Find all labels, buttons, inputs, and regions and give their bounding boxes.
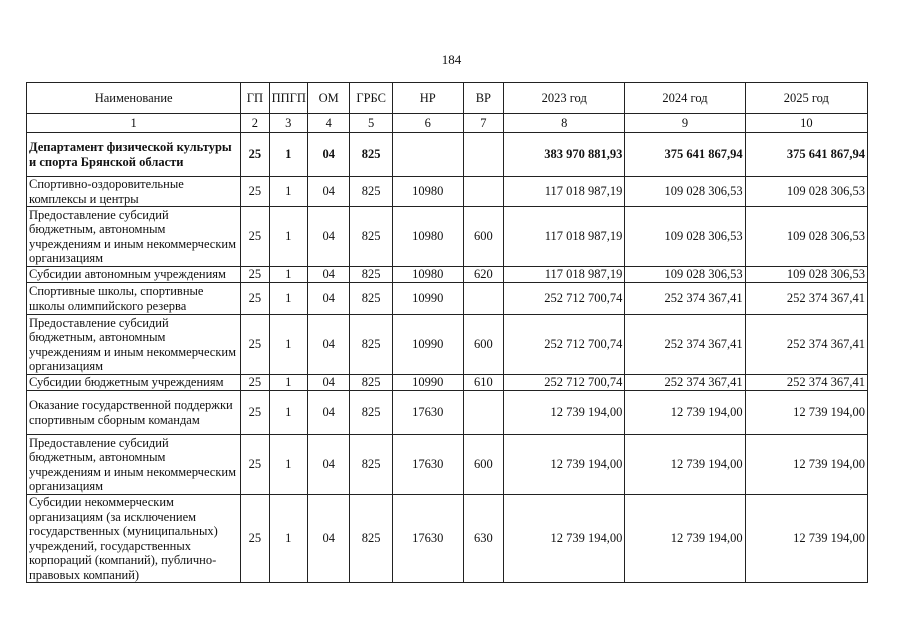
row-grbs: 825	[350, 133, 392, 177]
row-name: Субсидии бюджетным учреждениям	[27, 375, 241, 391]
row-amount-2025: 252 374 367,41	[745, 315, 867, 375]
column-number: 10	[745, 114, 867, 133]
row-grbs: 825	[350, 177, 392, 207]
table-row	[27, 207, 868, 267]
row-nr	[392, 133, 463, 177]
header-grbs: ГРБС	[350, 83, 392, 114]
column-number: 4	[307, 114, 349, 133]
column-number: 9	[625, 114, 745, 133]
row-gp: 25	[241, 391, 269, 435]
row-amount-2025: 109 028 306,53	[745, 207, 867, 267]
row-gp: 25	[241, 283, 269, 315]
table-row	[27, 375, 868, 391]
row-vr	[463, 391, 503, 435]
table-row	[27, 267, 868, 283]
row-gp: 25	[241, 375, 269, 391]
row-om: 04	[307, 133, 349, 177]
header-ppgp: ППГП	[269, 83, 307, 114]
row-amount-2023: 252 712 700,74	[504, 283, 625, 315]
column-number: 8	[504, 114, 625, 133]
header-row	[27, 83, 868, 114]
row-gp: 25	[241, 495, 269, 583]
header-2025: 2025 год	[745, 83, 867, 114]
row-amount-2025: 12 739 194,00	[745, 495, 867, 583]
row-nr: 10990	[392, 315, 463, 375]
row-amount-2025: 109 028 306,53	[745, 267, 867, 283]
row-grbs: 825	[350, 391, 392, 435]
row-vr: 630	[463, 495, 503, 583]
page-number: 184	[441, 52, 462, 67]
row-nr: 17630	[392, 391, 463, 435]
row-amount-2024: 109 028 306,53	[625, 177, 745, 207]
row-name: Спортивные школы, спортивные школы олимпийского резерва	[27, 283, 241, 315]
row-ppgp: 1	[269, 435, 307, 495]
row-nr: 10980	[392, 267, 463, 283]
row-name: Предоставление субсидий бюджетным, автономным учреждениям и иным некоммерческим организациям	[27, 315, 241, 375]
row-om: 04	[307, 435, 349, 495]
row-gp: 25	[241, 177, 269, 207]
row-name: Субсидии автономным учреждениям	[27, 267, 241, 283]
column-number: 5	[350, 114, 392, 133]
table-row	[27, 495, 868, 583]
column-number: 3	[269, 114, 307, 133]
table-row	[27, 315, 868, 375]
table-row	[27, 177, 868, 207]
row-amount-2024: 252 374 367,41	[625, 283, 745, 315]
row-amount-2025: 375 641 867,94	[745, 133, 867, 177]
row-amount-2024: 109 028 306,53	[625, 267, 745, 283]
row-gp: 25	[241, 315, 269, 375]
row-om: 04	[307, 375, 349, 391]
row-gp: 25	[241, 435, 269, 495]
row-nr: 10990	[392, 283, 463, 315]
table-row	[27, 283, 868, 315]
row-nr: 17630	[392, 435, 463, 495]
row-ppgp: 1	[269, 315, 307, 375]
row-amount-2024: 252 374 367,41	[625, 375, 745, 391]
budget-table	[26, 82, 868, 583]
row-amount-2024: 252 374 367,41	[625, 315, 745, 375]
row-om: 04	[307, 283, 349, 315]
header-2024: 2024 год	[625, 83, 745, 114]
row-vr	[463, 283, 503, 315]
row-name: Оказание государственной поддержки спортивным сборным командам	[27, 391, 241, 435]
column-number: 6	[392, 114, 463, 133]
row-gp: 25	[241, 267, 269, 283]
row-amount-2025: 109 028 306,53	[745, 177, 867, 207]
row-grbs: 825	[350, 283, 392, 315]
row-amount-2023: 117 018 987,19	[504, 207, 625, 267]
row-gp: 25	[241, 133, 269, 177]
row-grbs: 825	[350, 207, 392, 267]
column-number: 1	[27, 114, 241, 133]
row-amount-2023: 117 018 987,19	[504, 177, 625, 207]
row-ppgp: 1	[269, 391, 307, 435]
row-om: 04	[307, 267, 349, 283]
row-name: Департамент физической культуры и спорта Брянской области	[27, 133, 241, 177]
row-vr: 600	[463, 315, 503, 375]
row-ppgp: 1	[269, 207, 307, 267]
row-amount-2025: 252 374 367,41	[745, 375, 867, 391]
header-vr: ВР	[463, 83, 503, 114]
header-om: ОМ	[307, 83, 349, 114]
row-amount-2024: 12 739 194,00	[625, 391, 745, 435]
row-amount-2023: 12 739 194,00	[504, 391, 625, 435]
row-amount-2023: 12 739 194,00	[504, 495, 625, 583]
row-name: Спортивно-оздоровительные комплексы и центры	[27, 177, 241, 207]
row-ppgp: 1	[269, 283, 307, 315]
header-name: Наименование	[27, 83, 241, 114]
row-nr: 17630	[392, 495, 463, 583]
row-amount-2025: 252 374 367,41	[745, 283, 867, 315]
header-gp: ГП	[241, 83, 269, 114]
table-row	[27, 391, 868, 435]
row-gp: 25	[241, 207, 269, 267]
row-om: 04	[307, 207, 349, 267]
header-nr: НР	[392, 83, 463, 114]
row-grbs: 825	[350, 495, 392, 583]
row-amount-2024: 12 739 194,00	[625, 495, 745, 583]
row-amount-2023: 252 712 700,74	[504, 375, 625, 391]
row-nr: 10990	[392, 375, 463, 391]
row-vr: 610	[463, 375, 503, 391]
row-ppgp: 1	[269, 133, 307, 177]
row-name: Предоставление субсидий бюджетным, автономным учреждениям и иным некоммерческим организациям	[27, 435, 241, 495]
row-vr	[463, 133, 503, 177]
row-nr: 10980	[392, 177, 463, 207]
row-ppgp: 1	[269, 177, 307, 207]
column-number-row	[27, 114, 868, 133]
table-row	[27, 435, 868, 495]
table-row	[27, 133, 868, 177]
column-number: 2	[241, 114, 269, 133]
row-om: 04	[307, 391, 349, 435]
row-amount-2023: 252 712 700,74	[504, 315, 625, 375]
row-om: 04	[307, 315, 349, 375]
row-nr: 10980	[392, 207, 463, 267]
row-ppgp: 1	[269, 375, 307, 391]
row-ppgp: 1	[269, 495, 307, 583]
row-amount-2023: 12 739 194,00	[504, 435, 625, 495]
row-om: 04	[307, 177, 349, 207]
column-number: 7	[463, 114, 503, 133]
header-2023: 2023 год	[504, 83, 625, 114]
row-amount-2025: 12 739 194,00	[745, 435, 867, 495]
row-om: 04	[307, 495, 349, 583]
row-amount-2024: 109 028 306,53	[625, 207, 745, 267]
row-grbs: 825	[350, 315, 392, 375]
row-amount-2023: 117 018 987,19	[504, 267, 625, 283]
row-amount-2023: 383 970 881,93	[504, 133, 625, 177]
row-vr: 620	[463, 267, 503, 283]
row-name: Предоставление субсидий бюджетным, автономным учреждениям и иным некоммерческим организациям	[27, 207, 241, 267]
row-grbs: 825	[350, 435, 392, 495]
row-vr	[463, 177, 503, 207]
row-name: Субсидии некоммерческим организациям (за исключением государственных (муниципальных) учреждений, государственных корпораций (компаний), публично-правовых компаний)	[27, 495, 241, 583]
row-ppgp: 1	[269, 267, 307, 283]
row-amount-2024: 12 739 194,00	[625, 435, 745, 495]
row-grbs: 825	[350, 375, 392, 391]
row-grbs: 825	[350, 267, 392, 283]
row-vr: 600	[463, 435, 503, 495]
row-amount-2024: 375 641 867,94	[625, 133, 745, 177]
row-vr: 600	[463, 207, 503, 267]
row-amount-2025: 12 739 194,00	[745, 391, 867, 435]
